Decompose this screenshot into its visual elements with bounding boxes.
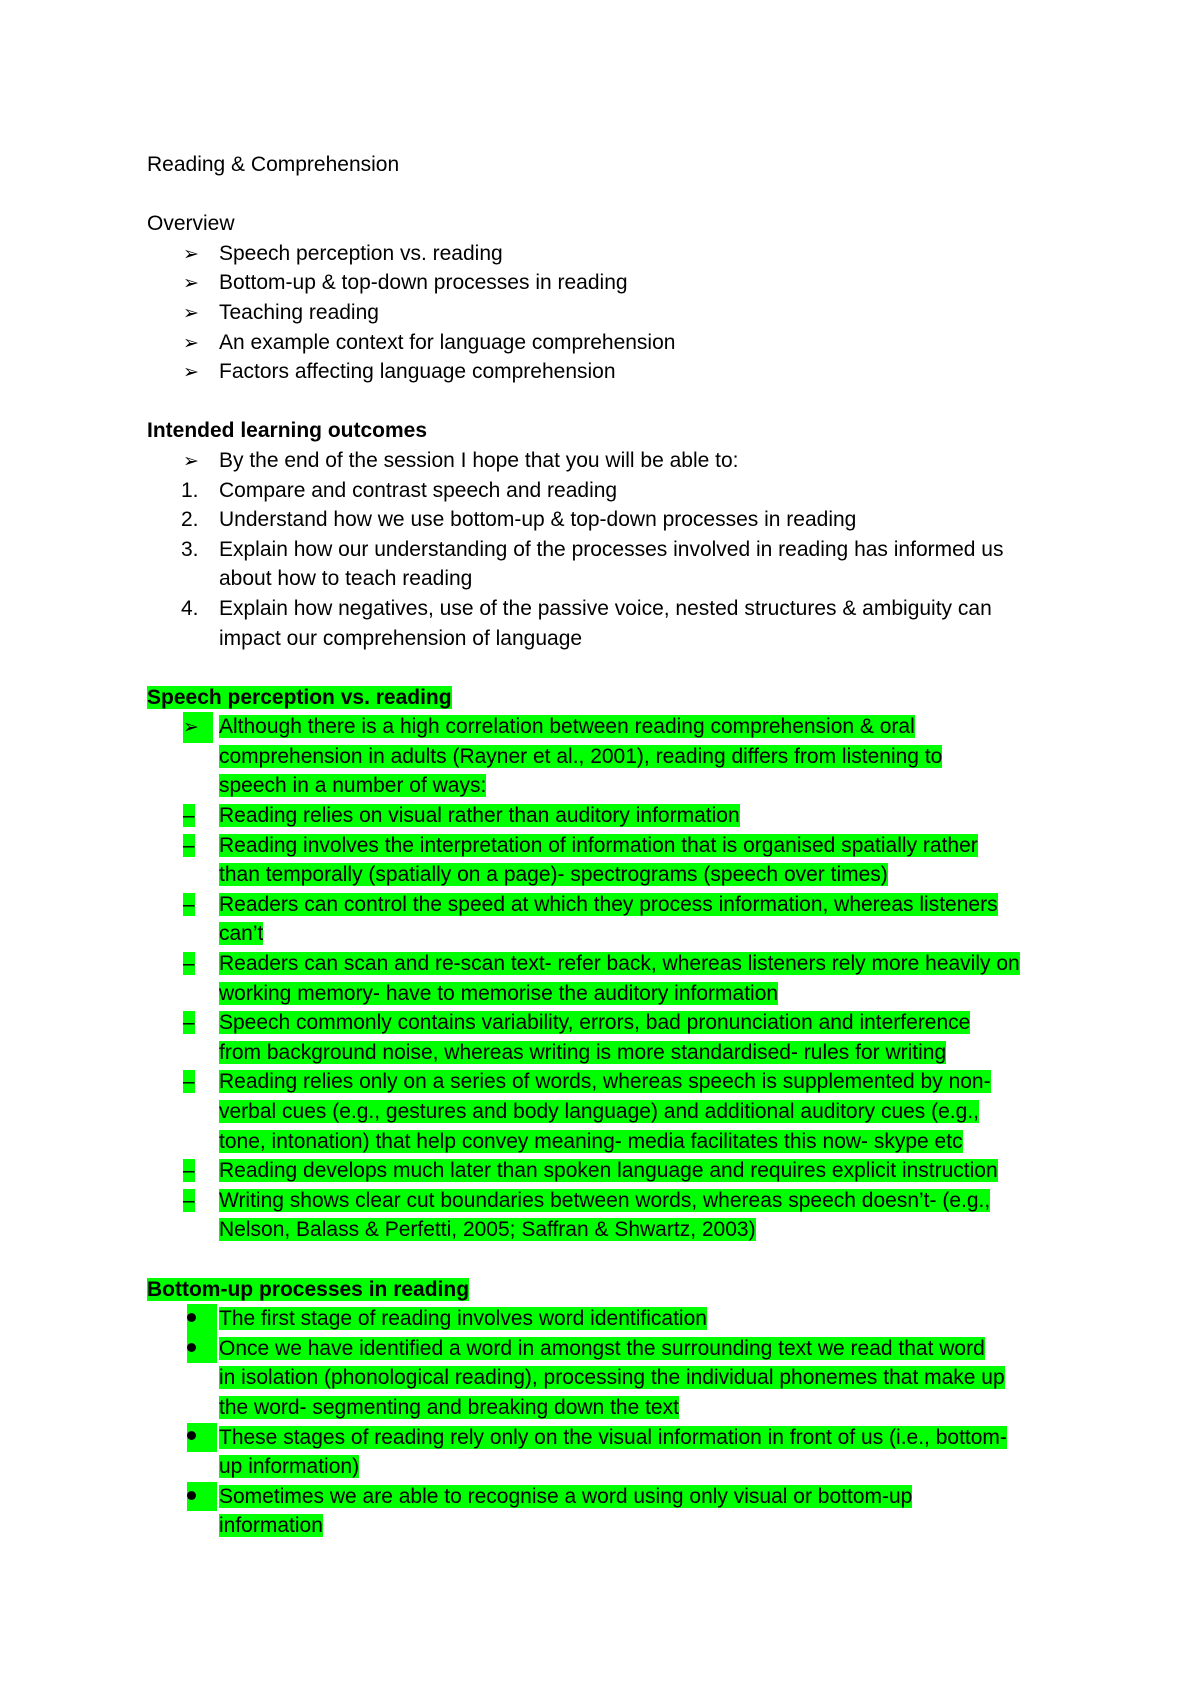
arrow-bullet-icon: ➢ [183, 712, 213, 743]
speech-section-heading: Speech perception vs. reading [147, 685, 452, 709]
dash-marker: – [183, 833, 195, 857]
round-bullet-icon [187, 1304, 217, 1334]
arrow-bullet-icon: ➢ [183, 272, 199, 295]
round-bullet-icon [187, 1423, 217, 1453]
list-item: ➢ Factors affecting language comprehension [147, 357, 1067, 387]
dash-marker: – [183, 952, 195, 976]
list-item: Sometimes we are able to recognise a word using only visual or bottom-up information [147, 1482, 1067, 1541]
list-item: ➢ Although there is a high correlation between reading comprehension & oral comprehension in adults (Rayner et al., 2001), reading differs from listening to speech in a number of ways: [147, 712, 1067, 801]
dash-marker: – [183, 1188, 195, 1212]
list-number: 2. [181, 508, 199, 532]
list-item: – Readers can control the speed at which they process information, whereas listeners can’t [147, 890, 1067, 949]
outcomes-list [147, 446, 1067, 653]
list-item: – Readers can scan and re-scan text- refer back, whereas listeners rely more heavily on working memory- have to memorise the auditory information [147, 949, 1067, 1008]
list-item: These stages of reading rely only on the visual information in front of us (i.e., bottom- up information) [147, 1423, 1067, 1482]
arrow-bullet-icon: ➢ [183, 331, 199, 354]
dash-marker: – [183, 892, 195, 916]
list-item: 2. Understand how we use bottom-up & top-down processes in reading [147, 505, 1067, 535]
list-number: 3. [181, 537, 199, 561]
document-title: Reading & Comprehension [147, 153, 400, 176]
list-item: ➢ Bottom-up & top-down processes in reading [147, 268, 1067, 298]
arrow-bullet-icon: ➢ [183, 301, 199, 324]
list-item: ➢ Speech perception vs. reading [147, 239, 1067, 269]
outcomes-heading: Intended learning outcomes [147, 419, 428, 443]
bottom-up-section-heading: Bottom-up processes in reading [147, 1277, 470, 1301]
list-number: 4. [181, 596, 199, 620]
dash-marker: – [183, 1011, 195, 1035]
list-item: – Writing shows clear cut boundaries between words, whereas speech doesn’t- (e.g., Nelson, Balass & Perfetti, 2005; Saffran & Shwartz, 2003) [147, 1186, 1067, 1245]
arrow-bullet-icon: ➢ [183, 242, 199, 265]
list-number: 1. [181, 478, 199, 502]
dash-marker: – [183, 804, 195, 828]
bottom-up-section-list [147, 1304, 1067, 1541]
list-item: – Reading involves the interpretation of information that is organised spatially rather than temporally (spatially on a page)- spectrograms (speech over times) [147, 831, 1067, 890]
list-item: ➢ By the end of the session I hope that you will be able to: [147, 446, 1067, 476]
round-bullet-icon [187, 1482, 217, 1512]
dash-marker: – [183, 1070, 195, 1094]
overview-heading: Overview [147, 212, 235, 236]
list-item: – Reading develops much later than spoken language and requires explicit instruction [147, 1156, 1067, 1186]
dash-marker: – [183, 1159, 195, 1183]
list-item: – Reading relies on visual rather than auditory information [147, 801, 1067, 831]
list-item: 1. Compare and contrast speech and reading [147, 476, 1067, 506]
list-item: – Speech commonly contains variability, errors, bad pronunciation and interference from background noise, whereas writing is more standardised- rules for writing [147, 1008, 1067, 1067]
arrow-bullet-icon: ➢ [183, 361, 199, 384]
speech-section-list [147, 712, 1067, 1245]
list-item: – Reading relies only on a series of words, whereas speech is supplemented by non- verbal cues (e.g., gestures and body language) and additional auditory cues (e.g., tone, intonation) that help convey meaning- media facilitates this now- skype etc [147, 1067, 1067, 1156]
list-item: The first stage of reading involves word identification [147, 1304, 1067, 1334]
list-item: 3. Explain how our understanding of the processes involved in reading has informed us about how to teach reading [147, 535, 1067, 594]
overview-list [147, 239, 1067, 387]
arrow-bullet-icon: ➢ [183, 449, 199, 472]
document-page [147, 150, 1067, 1541]
list-item: ➢ Teaching reading [147, 298, 1067, 328]
list-item: 4. Explain how negatives, use of the passive voice, nested structures & ambiguity can impact our comprehension of language [147, 594, 1067, 653]
list-item: Once we have identified a word in amongst the surrounding text we read that word in isolation (phonological reading), processing the individual phonemes that make up the word- segmenting and breaking down the text [147, 1334, 1067, 1423]
round-bullet-icon [187, 1334, 217, 1364]
list-item: ➢ An example context for language comprehension [147, 328, 1067, 358]
